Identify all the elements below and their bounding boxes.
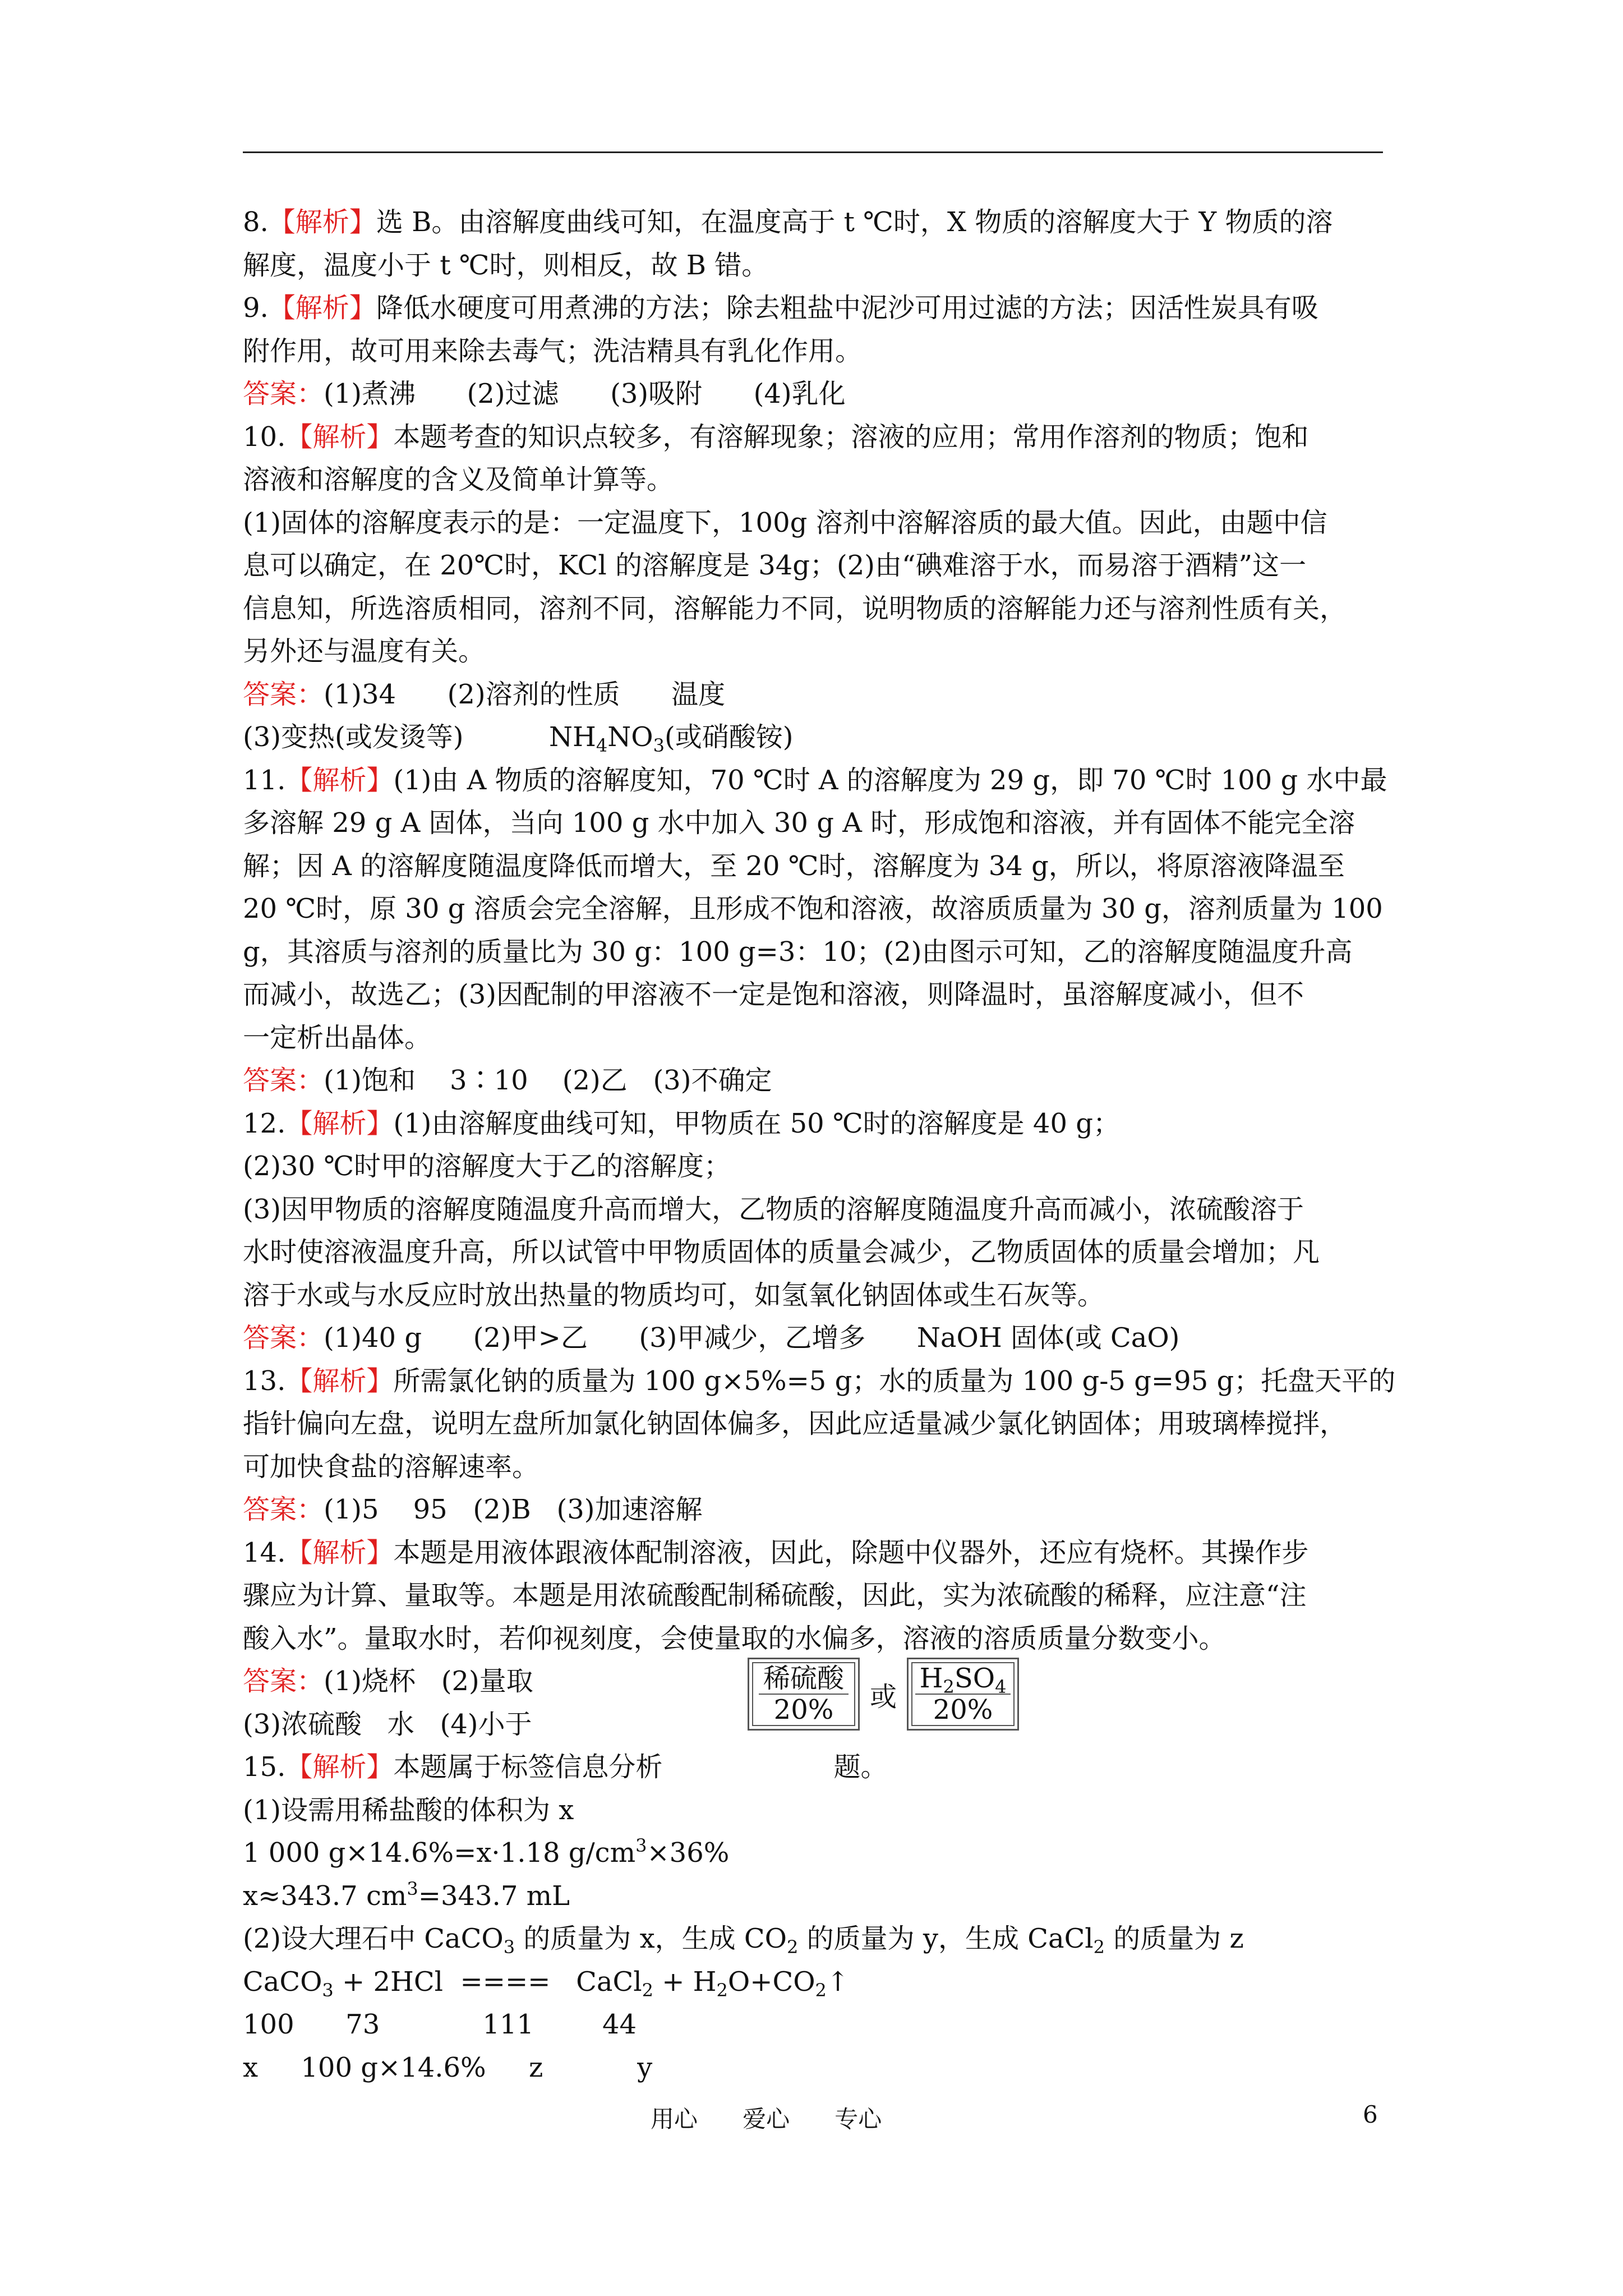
text-run: 多溶解 29 g A 固体，当向 100 g 水中加入 30 g A 时，形成饱和溶液，并有固体不能完全溶 (243, 807, 1355, 839)
text-line (243, 244, 1409, 287)
text-run: NO (607, 721, 653, 753)
text-line (243, 1317, 1409, 1360)
text-line (243, 416, 1409, 459)
text-run: 8. (243, 206, 269, 238)
text-run: 的质量为 x，生成 CO (515, 1923, 787, 1954)
text-run: 15. (243, 1751, 286, 1783)
text-run: 另外还与温度有关。 (243, 636, 486, 667)
text-line (243, 1961, 1409, 2004)
text-run: 附作用，故可用来除去毒气；洗洁精具有乳化作用。 (243, 335, 863, 367)
text-run: (2)设大理石中 CaCO (243, 1923, 504, 1954)
text-run: 溶于水或与水反应时放出热量的物质均可，如氢氧化钠固体或生石灰等。 (243, 1279, 1105, 1311)
subscript: 3 (503, 1936, 515, 1958)
subscript: 2 (642, 1979, 653, 2001)
text-line (243, 201, 1409, 244)
text-run: (1)固体的溶解度表示的是：一定温度下，100g 溶剂中溶解溶质的最大值。因此，由题中信 (243, 507, 1327, 539)
text-run: x≈343.7 cm (243, 1880, 407, 1912)
reagent-labels (748, 1655, 1019, 1733)
text-run: (1)40 g (2)甲>乙 (3)甲减少，乙增多 NaOH 固体(或 CaO) (324, 1322, 1180, 1354)
text-run: 解度，温度小于 t ℃时，则相反，故 B 错。 (243, 249, 769, 281)
text-run: =343.7 mL (418, 1880, 570, 1912)
text-run: 解；因 A 的溶解度随温度降低而增大，至 20 ℃时，溶解度为 34 g，所以，将原溶液降温至 (243, 850, 1345, 882)
text-line (243, 1446, 1409, 1489)
text-run: 选 B。由溶解度曲线可知，在温度高于 t ℃时，X 物质的溶解度大于 Y 物质的溶 (376, 206, 1333, 238)
text-run: (1)烧杯 (2)量取 (324, 1665, 533, 1697)
subscript: 2 (1093, 1936, 1105, 1958)
red-heading: 【解析】 (268, 206, 376, 238)
red-heading: 答案： (243, 678, 324, 710)
text-line (243, 1789, 1409, 1832)
text-run: 而减小，故选乙；(3)因配制的甲溶液不一定是饱和溶液，则降温时，虽溶解度减小，但不 (243, 979, 1304, 1010)
text-line (243, 1102, 1409, 1145)
text-run: (3)浓硫酸 水 (4)小于 (243, 1708, 532, 1740)
text-run: (3)因甲物质的溶解度随温度升高而增大，乙物质的溶解度随温度升高而减小，浓硫酸溶于 (243, 1193, 1304, 1225)
text-run: g，其溶质与溶剂的质量比为 30 g：100 g=3：10；(2)由图示可知，乙的溶解度随温度升高 (243, 936, 1353, 968)
text-run: (2)30 ℃时甲的溶解度大于乙的溶解度； (243, 1151, 731, 1182)
text-run: 骤应为计算、量取等。本题是用浓硫酸配制稀硫酸，因此，实为浓硫酸的稀释，应注意“注 (243, 1580, 1307, 1611)
red-heading: 【解析】 (285, 1107, 394, 1139)
subscript: 3 (653, 735, 665, 756)
superscript: 3 (635, 1835, 647, 1856)
text-line (243, 1016, 1409, 1060)
text-line (243, 1274, 1409, 1317)
text-line (243, 759, 1409, 802)
text-run: (或硝酸铵) (664, 721, 794, 753)
text-run: 1 000 g×14.6%=x·1.18 g/cm (243, 1837, 636, 1869)
text-run: 本题属于标签信息分析 题。 (393, 1751, 888, 1783)
subscript: 2 (716, 1979, 728, 2001)
text-run: 水时使溶液温度升高，所以试管中甲物质固体的质量会减少，乙物质固体的质量会增加；凡 (243, 1236, 1320, 1268)
text-line (243, 1875, 1409, 1918)
text-line (243, 458, 1409, 501)
text-run: O+CO (727, 1966, 815, 1998)
text-run: ↑ (826, 1966, 850, 1998)
subscript: 4 (596, 735, 608, 756)
text-run: (1)由溶解度曲线可知，甲物质在 50 ℃时的溶解度是 40 g； (393, 1107, 1120, 1139)
text-run: 100 73 111 44 (243, 2009, 637, 2040)
header-rule (243, 151, 1383, 153)
text-run: ×36% (647, 1837, 730, 1869)
text-line (243, 1488, 1409, 1531)
text-line (243, 1746, 1409, 1789)
text-line (243, 1402, 1409, 1446)
text-line (243, 1531, 1409, 1575)
text-line (243, 716, 1409, 759)
text-line (243, 544, 1409, 587)
text-line (243, 287, 1409, 330)
text-run: (1)34 (2)溶剂的性质 温度 (324, 678, 726, 710)
red-heading: 【解析】 (285, 1536, 394, 1568)
text-line (243, 673, 1409, 716)
text-run: 所需氯化钠的质量为 100 g×5%=5 g；水的质量为 100 g-5 g=95 g；托盘天平的 (393, 1365, 1396, 1397)
text-run: 信息知，所选溶质相同，溶剂不同，溶解能力不同，说明物质的溶解能力还与溶剂性质有关， (243, 592, 1347, 624)
text-line (243, 1360, 1409, 1403)
text-run: (1)饱和 3∶10 (2)乙 (3)不确定 (324, 1065, 772, 1096)
text-run: 可加快食盐的溶解速率。 (243, 1451, 540, 1483)
text-run: x 100 g×14.6% z y (243, 2051, 653, 2083)
label-dilute-sulfuric-acid (748, 1658, 860, 1731)
text-run: 一定析出晶体。 (243, 1022, 432, 1053)
text-line (243, 1832, 1409, 1875)
text-run: 溶液和溶解度的含义及简单计算等。 (243, 464, 674, 495)
text-run: 降低水硬度可用煮沸的方法；除去粗盐中泥沙可用过滤的方法；因活性炭具有吸 (376, 292, 1318, 324)
red-heading: 答案： (243, 1494, 324, 1525)
text-run: 酸入水”。量取水时，若仰视刻度，会使量取的水偏多，溶液的溶质质量分数变小。 (243, 1622, 1226, 1654)
text-line (243, 931, 1409, 974)
text-run: 10. (243, 421, 286, 453)
text-run: 13. (243, 1365, 286, 1397)
document-body (243, 201, 1409, 2089)
text-line (243, 372, 1409, 416)
text-line (243, 2046, 1409, 2090)
red-heading: 【解析】 (285, 1751, 394, 1783)
text-run: 11. (243, 764, 286, 796)
text-run: 息可以确定，在 20℃时，KCl 的溶解度是 34g；(2)由“碘难溶于水，而易溶于酒精”这一 (243, 550, 1307, 581)
red-heading: 答案： (243, 378, 324, 409)
label-or-text: 或 (870, 1681, 897, 1713)
text-run: 9. (243, 292, 269, 324)
red-heading: 答案： (243, 1065, 324, 1096)
red-heading: 答案： (243, 1322, 324, 1354)
red-heading: 【解析】 (285, 421, 394, 453)
text-run: 指针偏向左盘，说明左盘所加氯化钠固体偏多，因此应适量减少氯化钠固体；用玻璃棒搅拌， (243, 1408, 1347, 1439)
label-left-name: 稀硫酸 (759, 1663, 849, 1695)
text-line (243, 802, 1409, 845)
text-run: (1)设需用稀盐酸的体积为 x (243, 1794, 574, 1826)
red-heading: 答案： (243, 1665, 324, 1697)
text-run: 12. (243, 1107, 286, 1139)
text-run: 的质量为 z (1105, 1923, 1244, 1954)
text-line (243, 330, 1409, 373)
red-heading: 【解析】 (268, 292, 376, 324)
text-run: (1)由 A 物质的溶解度知，70 ℃时 A 的溶解度为 29 g，即 70 ℃时 100 g 水中最 (393, 764, 1387, 796)
label-left-concentration: 20% (773, 1694, 834, 1726)
label-h2so4 (907, 1658, 1019, 1731)
text-run: CaCO (243, 1966, 322, 1998)
text-line (243, 887, 1409, 931)
text-run: 本题是用液体跟液体配制溶液，因此，除题中仪器外，还应有烧杯。其操作步 (393, 1536, 1309, 1568)
text-line (243, 2003, 1409, 2046)
text-run: (1)煮沸 (2)过滤 (3)吸附 (4)乳化 (324, 378, 846, 409)
text-line (243, 630, 1409, 673)
red-heading: 【解析】 (285, 1365, 394, 1397)
text-run: + H (653, 1966, 717, 1998)
text-line (243, 1145, 1409, 1188)
text-line (243, 973, 1409, 1016)
text-run: 20 ℃时，原 30 g 溶质会完全溶解，且形成不饱和溶液，故溶质质量为 30 g，溶剂质量为 100 (243, 893, 1383, 924)
page-number: 6 (1363, 2101, 1378, 2128)
subscript: 3 (322, 1979, 334, 2001)
text-line (243, 587, 1409, 631)
text-line (243, 1188, 1409, 1231)
text-line (243, 1231, 1409, 1274)
text-line (243, 1574, 1409, 1617)
subscript: 2 (815, 1979, 827, 2001)
text-run: (3)变热(或发烫等) NH (243, 721, 596, 753)
superscript: 3 (407, 1878, 418, 1899)
label-right-formula: $H_2SO_4$ (915, 1663, 1011, 1695)
text-run: 14. (243, 1536, 286, 1568)
page-footer: 用心 爱心 专心 (651, 2105, 882, 2133)
red-heading: 【解析】 (285, 764, 394, 796)
text-line (243, 845, 1409, 888)
text-line (243, 1917, 1409, 1961)
text-run: + 2HCl ==== CaCl (333, 1966, 642, 1998)
text-run: 本题考查的知识点较多，有溶解现象；溶液的应用；常用作溶剂的物质；饱和 (393, 421, 1309, 453)
text-line (243, 1617, 1409, 1660)
text-line (243, 501, 1409, 545)
subscript: 2 (786, 1936, 799, 1958)
text-line (243, 1059, 1409, 1102)
label-right-concentration: 20% (933, 1694, 993, 1726)
text-run: (1)5 95 (2)B (3)加速溶解 (324, 1494, 703, 1525)
text-run: 的质量为 y，生成 CaCl (798, 1923, 1094, 1954)
